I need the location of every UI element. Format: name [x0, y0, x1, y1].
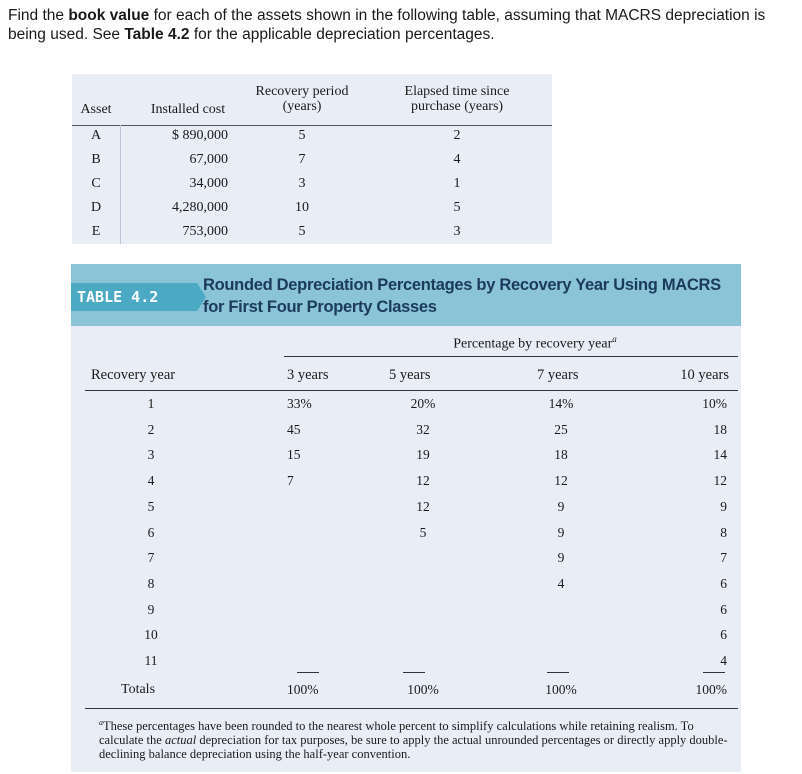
asset-installed-cost: 34,000	[189, 176, 228, 191]
depreciation-percentage: 9	[557, 550, 565, 566]
depreciation-percentage: 12	[713, 473, 727, 489]
recovery-year: 10	[144, 627, 158, 643]
table-title-line2: for First Four Property Classes	[203, 298, 437, 316]
recovery-period-header	[242, 84, 362, 114]
asset-elapsed-time: 3	[453, 224, 461, 239]
depreciation-percentage: 7	[720, 550, 727, 566]
depreciation-percentage: 18	[713, 421, 727, 437]
depreciation-percentage: 9	[720, 498, 727, 514]
table-number-tag: TABLE 4.2	[71, 283, 197, 311]
depreciation-percentage: 12	[416, 473, 430, 489]
asset-recovery-period: 10	[295, 200, 309, 215]
asset-id: E	[91, 224, 101, 239]
elapsed-time-header-line1: Elapsed time since	[404, 84, 510, 99]
depreciation-percentage: 45	[287, 421, 301, 437]
column-header: 7 years	[537, 367, 579, 383]
depreciation-percentage: 5	[419, 524, 427, 540]
asset-elapsed-time: 4	[453, 152, 461, 167]
depreciation-percentage: 32	[416, 421, 430, 437]
intro-text-2: for each of the assets shown in the following table, assuming that MACRS depreciation is being used. See	[8, 7, 766, 43]
depreciation-percentage: 12	[554, 473, 568, 489]
installed-cost-header: Installed cost	[150, 102, 226, 117]
intro-bold-book-value: book value	[68, 7, 150, 24]
recovery-year: 5	[147, 498, 155, 514]
asset-id: C	[91, 176, 101, 191]
intro-text-3: for the applicable depreciation percentages.	[189, 26, 495, 43]
asset-elapsed-time: 5	[453, 200, 461, 215]
depreciation-percentage: 9	[557, 524, 565, 540]
recovery-year: 2	[147, 421, 155, 437]
depreciation-percentage: 4	[720, 653, 727, 668]
depreciation-percentage: 4	[557, 575, 565, 591]
depreciation-percentage: 10%	[702, 396, 727, 411]
depreciation-percentage: 25	[554, 421, 568, 437]
depreciation-percentage: 6	[720, 627, 727, 643]
recovery-year: 7	[147, 550, 155, 566]
column-header: 3 years	[287, 367, 329, 383]
recovery-year: 6	[147, 524, 155, 540]
asset-column-divider	[120, 125, 121, 244]
column-header-rule	[85, 390, 738, 391]
depreciation-percentage: 14	[713, 447, 727, 463]
depreciation-percentage: 19	[416, 447, 430, 463]
asset-installed-cost: 4,280,000	[172, 200, 228, 215]
asset-recovery-period: 5	[298, 224, 306, 239]
totals-value: 100%	[287, 682, 319, 697]
footnote-text-1: These percentages have been rounded to the nearest whole percent to simplify calculations while retaining realism. To calculate the	[99, 719, 694, 748]
asset-id: B	[91, 152, 101, 167]
super-header-footnote-mark: a	[612, 334, 617, 344]
depreciation-percentage: 33%	[287, 396, 312, 411]
depreciation-percentage: 9	[557, 498, 565, 514]
depreciation-percentage: 14%	[548, 396, 574, 411]
totals-line-3yr	[297, 672, 319, 673]
asset-recovery-period: 3	[298, 176, 306, 191]
asset-recovery-period: 7	[298, 152, 306, 167]
asset-table	[72, 74, 552, 244]
depreciation-percentage: 8	[720, 524, 727, 540]
depreciation-percentage: 20%	[410, 396, 436, 411]
recovery-year: 9	[147, 601, 155, 617]
totals-line-7yr	[547, 672, 569, 673]
footnote-text-2: depreciation for tax purposes, be sure to apply the actual unrounded percentages or directly apply double-declining balance depreciation using the half-year convention.	[99, 733, 728, 762]
recovery-year: 3	[147, 447, 155, 463]
recovery-year: 1	[147, 396, 155, 411]
column-header: 10 years	[680, 367, 729, 383]
depreciation-percentage: 12	[416, 498, 430, 514]
problem-statement	[8, 6, 798, 44]
depreciation-percentage: 7	[287, 473, 294, 489]
asset-header-rule	[72, 125, 552, 126]
footnote-mark: a	[99, 718, 103, 727]
super-header-rule	[284, 356, 738, 357]
asset-installed-cost: 753,000	[182, 224, 228, 239]
totals-line-10yr	[703, 672, 725, 673]
depreciation-percentage: 15	[287, 447, 301, 463]
intro-bold-table-ref: Table 4.2	[124, 26, 190, 43]
totals-value: 100%	[695, 682, 727, 697]
footnote-emphasis: actual	[164, 733, 197, 748]
elapsed-time-header-line2: purchase (years)	[410, 99, 504, 114]
recovery-year: 4	[147, 473, 155, 489]
asset-recovery-period: 5	[298, 128, 306, 143]
totals-line-5yr	[403, 672, 425, 673]
recovery-period-header-line2: (years)	[282, 99, 322, 114]
intro-text-1: Find the	[8, 7, 69, 24]
asset-id: A	[90, 128, 102, 143]
asset-header: Asset	[80, 102, 112, 117]
asset-installed-cost: $ 890,000	[172, 128, 228, 143]
totals-bottom-rule	[85, 708, 738, 709]
recovery-year: 11	[144, 653, 158, 668]
depreciation-percentage: 18	[554, 447, 568, 463]
recovery-year: 8	[147, 575, 155, 591]
percentage-super-header	[333, 334, 737, 353]
table-title-line1: Rounded Depreciation Percentages by Recovery Year Using MACRS	[203, 276, 721, 294]
asset-installed-cost: 67,000	[189, 152, 228, 167]
macrs-table	[71, 264, 741, 772]
totals-label: Totals	[121, 682, 156, 697]
depreciation-percentage: 6	[720, 575, 727, 591]
totals-value: 100%	[545, 682, 577, 697]
recovery-period-header-line1: Recovery period	[255, 84, 349, 99]
totals-value: 100%	[407, 682, 439, 697]
asset-elapsed-time: 1	[453, 176, 461, 191]
asset-id: D	[90, 200, 102, 215]
table-footnote	[99, 716, 731, 761]
super-header-text: Percentage by recovery year	[453, 336, 613, 352]
elapsed-time-header	[382, 84, 532, 114]
depreciation-percentage: 6	[720, 601, 727, 617]
table-title	[203, 274, 733, 318]
column-header: 5 years	[389, 367, 431, 383]
column-header: Recovery year	[91, 367, 176, 383]
asset-elapsed-time: 2	[453, 128, 461, 143]
